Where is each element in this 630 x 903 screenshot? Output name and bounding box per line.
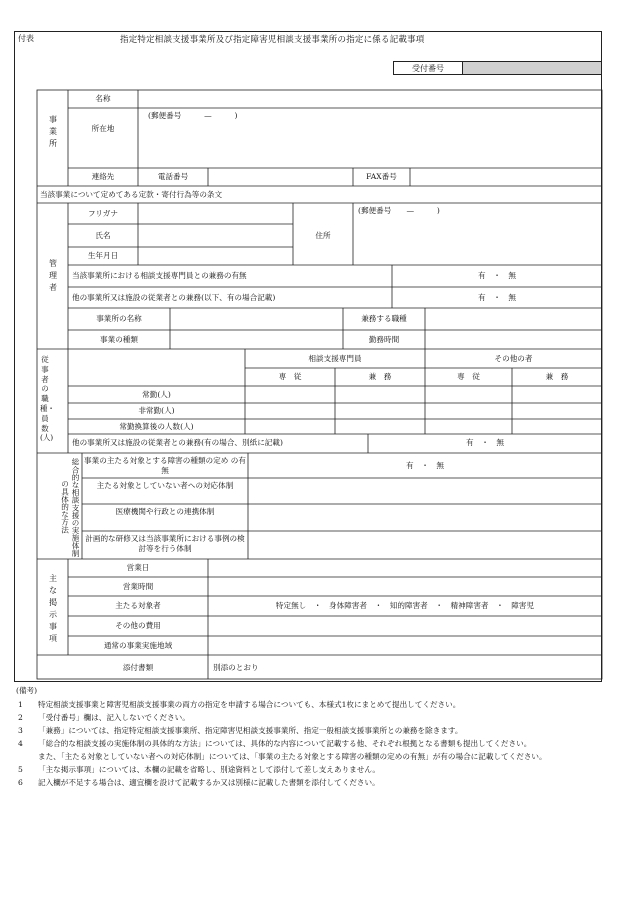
concurrent-position-label: 兼務する職種 [361, 314, 407, 323]
fax-label: FAX番号 [366, 172, 397, 181]
receipt-number-label: 受付番号 [394, 62, 463, 74]
section-staff-label: 従事者の職種・員数(人) [40, 355, 55, 443]
attachments-value: 別添のとおり [213, 663, 259, 672]
working-hours-label: 勤務時間 [368, 335, 400, 344]
concurrent-specialist-label: 当該事業所における相談支援専門員との兼務の有無 [72, 271, 247, 280]
medical-coordination-label: 医療機関や行政との連携体制 [115, 507, 215, 516]
section-postings-label: 主な掲示事項 [49, 574, 57, 643]
business-days-label: 営業日 [126, 563, 150, 572]
fte-staff-label: 常勤換算後の人数(人) [119, 422, 194, 431]
section-manager-label: 管理者 [49, 259, 57, 292]
office-name-label: 名称 [95, 94, 111, 103]
concurrent-other-label: 他の事業所又は施設の従業者との兼務(以下、有の場合記載) [72, 293, 276, 302]
non-regular-staff-label: 非常勤(人) [138, 406, 175, 415]
phone-label: 電話番号 [157, 172, 189, 181]
business-type-label: 事業の種類 [100, 335, 138, 344]
notes-heading: (備考) [16, 686, 38, 695]
target-disability-choice[interactable]: 有 ・ 無 [406, 461, 444, 470]
non-target-response-label: 主たる対象としていない者への対応体制 [96, 481, 234, 490]
form-label: 付表 [18, 34, 34, 43]
target-disability-label: 事業の主たる対象とする障害の種類の定め の有無 [84, 456, 246, 475]
specialist-header: 相談支援専門員 [308, 354, 362, 363]
manager-name-label: 氏名 [95, 231, 111, 240]
manager-address-label: 住所 [315, 231, 331, 240]
other-fees-label: その他の費用 [115, 621, 161, 630]
training-system-label: 計画的な研修又は当該事業所における事例の検討等を行う体制 [85, 534, 245, 553]
note-item: 1 特定相談支援事業と障害児相談支援事業の両方の指定を申請する場合についても、本様式1枚にまとめて提出してください。 [18, 700, 461, 709]
other-staff-header: その他の者 [494, 354, 533, 363]
specialist-concurrent-header: 兼 務 [368, 372, 392, 381]
office-address-label: 所在地 [91, 124, 115, 133]
other-concurrent-label: 他の事業所又は施設の従業者との兼務(有の場合、別紙に記載) [72, 438, 283, 447]
section-office-label: 事業所 [49, 115, 57, 148]
main-target-label: 主たる対象者 [115, 601, 161, 610]
furigana-label: フリガナ [88, 209, 118, 218]
office-postal-code[interactable]: (郵便番号 — ) [148, 111, 238, 120]
notes-section [16, 685, 608, 790]
other-concurrent-choice[interactable]: 有 ・ 無 [466, 438, 504, 447]
concurrent-specialist-choice[interactable]: 有 ・ 無 [478, 271, 516, 280]
business-hours-label: 営業時間 [122, 582, 154, 591]
contact-label: 連絡先 [91, 172, 115, 181]
specialist-full-time-header: 専 従 [278, 372, 302, 381]
note-item: 5 「主な掲示事項」については、本欄の記載を省略し、別途資料として添付して差し支えありません。 [18, 765, 381, 774]
main-target-options[interactable]: 特定無し ・ 身体障害者 ・ 知的障害者 ・ 精神障害者 ・ 障害児 [275, 601, 535, 610]
note-item: 3 「兼務」については、指定特定相談支援事業所、指定障害児相談支援事業所、指定一般相談支援事業所との兼務を除きます。 [18, 726, 463, 735]
note-item: 6 記入欄が不足する場合は、適宜欄を設けて記載するか又は別様に記載した書類を添付してください。 [18, 778, 380, 787]
note-item: 4 「総合的な相談支援の実施体制の具体的な方法」については、具体的な内容について記載する他、それぞれ根拠となる書類も提出してください。 また、「主たる対象としていない者への対応体制」については、「事業の主たる対象とする障害の種類の定めの有無」が有の場合に記載してください。 [18, 739, 547, 761]
form-title: 指定特定相談支援事業所及び指定障害児相談支援事業所の指定に係る記載事項 [120, 35, 425, 45]
other-full-time-header: 専 従 [457, 372, 480, 381]
dob-label: 生年月日 [87, 251, 119, 260]
manager-postal-code[interactable]: (郵便番号 — ) [358, 206, 440, 215]
note-item: 2 「受付番号」欄は、記入しないでください。 [18, 713, 190, 722]
regular-staff-label: 常勤(人) [142, 390, 171, 399]
articles-label: 当該事業について定めてある定款・寄付行為等の条文 [40, 190, 223, 199]
service-area-label: 通常の事業実施地域 [103, 641, 173, 650]
other-concurrent-header: 兼 務 [545, 372, 569, 381]
concurrent-other-choice[interactable]: 有 ・ 無 [478, 293, 516, 302]
attachments-label: 添付書類 [122, 663, 154, 672]
section-support-label: 総合的な相談支援の実施体制の具体的な方法 [60, 457, 80, 557]
other-office-name-label: 事業所の名称 [96, 314, 142, 323]
